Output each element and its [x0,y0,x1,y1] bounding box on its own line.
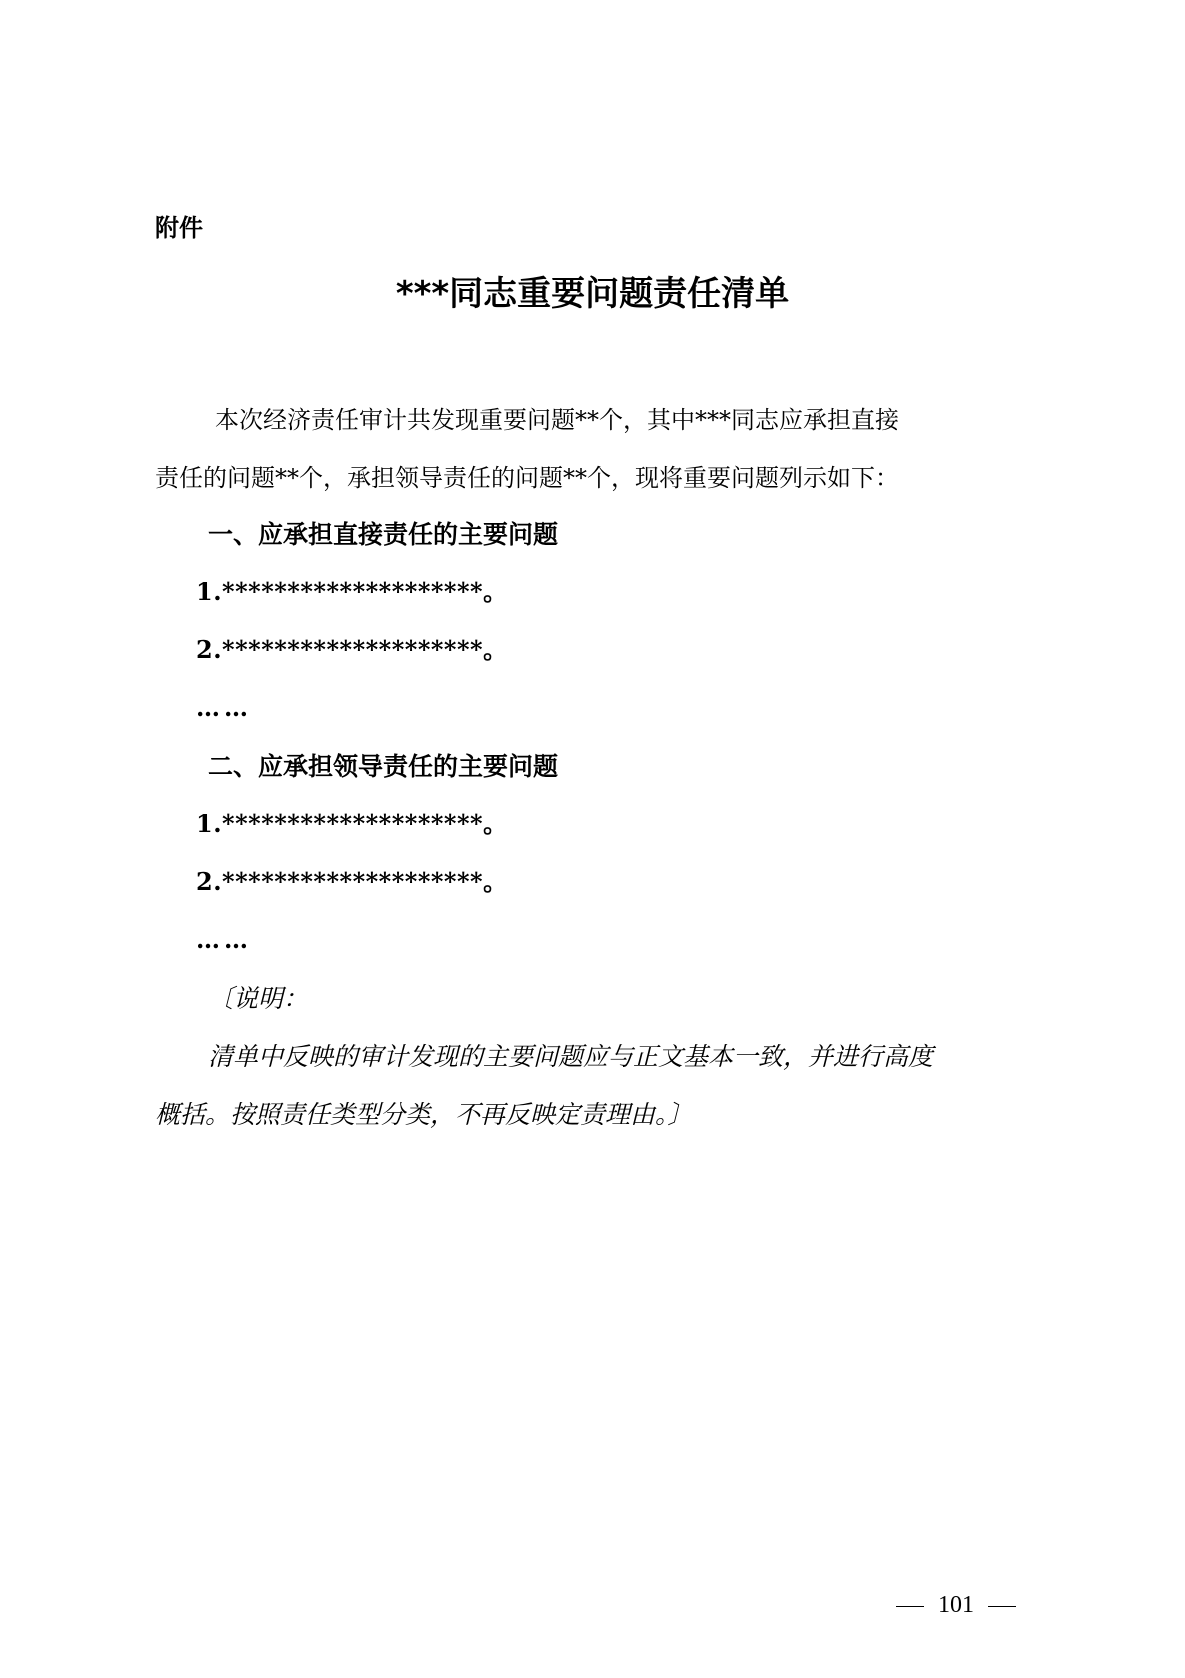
note-text-line-1: 清单中反映的审计发现的主要问题应与正文基本一致，并进行高度 [208,1042,934,1071]
page-number-dash-left [896,1606,924,1607]
list-item: 2.********************。 [196,867,508,896]
intro-paragraph-line-2: 责任的问题**个，承担领导责任的问题**个，现将重要问题列示如下： [155,464,899,492]
list-item: 2.********************。 [196,635,508,664]
attachment-label: 附件 [155,214,203,242]
list-item: 1.********************。 [196,577,508,606]
page-number-dash-right [988,1606,1016,1607]
list-item: 1.********************。 [196,809,508,838]
list-ellipsis: …… [196,925,252,954]
note-text-line-2: 概括。按照责任类型分类，不再反映定责理由。〕 [155,1100,693,1129]
note-title: 〔说明： [208,984,309,1013]
section-heading-direct-responsibility: 一、应承担直接责任的主要问题 [208,520,559,549]
page-number-value: 101 [938,1592,974,1618]
section-heading-leadership-responsibility: 二、应承担领导责任的主要问题 [208,752,559,781]
page-number [882,1589,1030,1621]
intro-paragraph-line-1: 本次经济责任审计共发现重要问题**个，其中***同志应承担直接 [215,406,899,434]
list-ellipsis: …… [196,693,252,722]
page-title: ***同志重要问题责任清单 [395,274,790,314]
